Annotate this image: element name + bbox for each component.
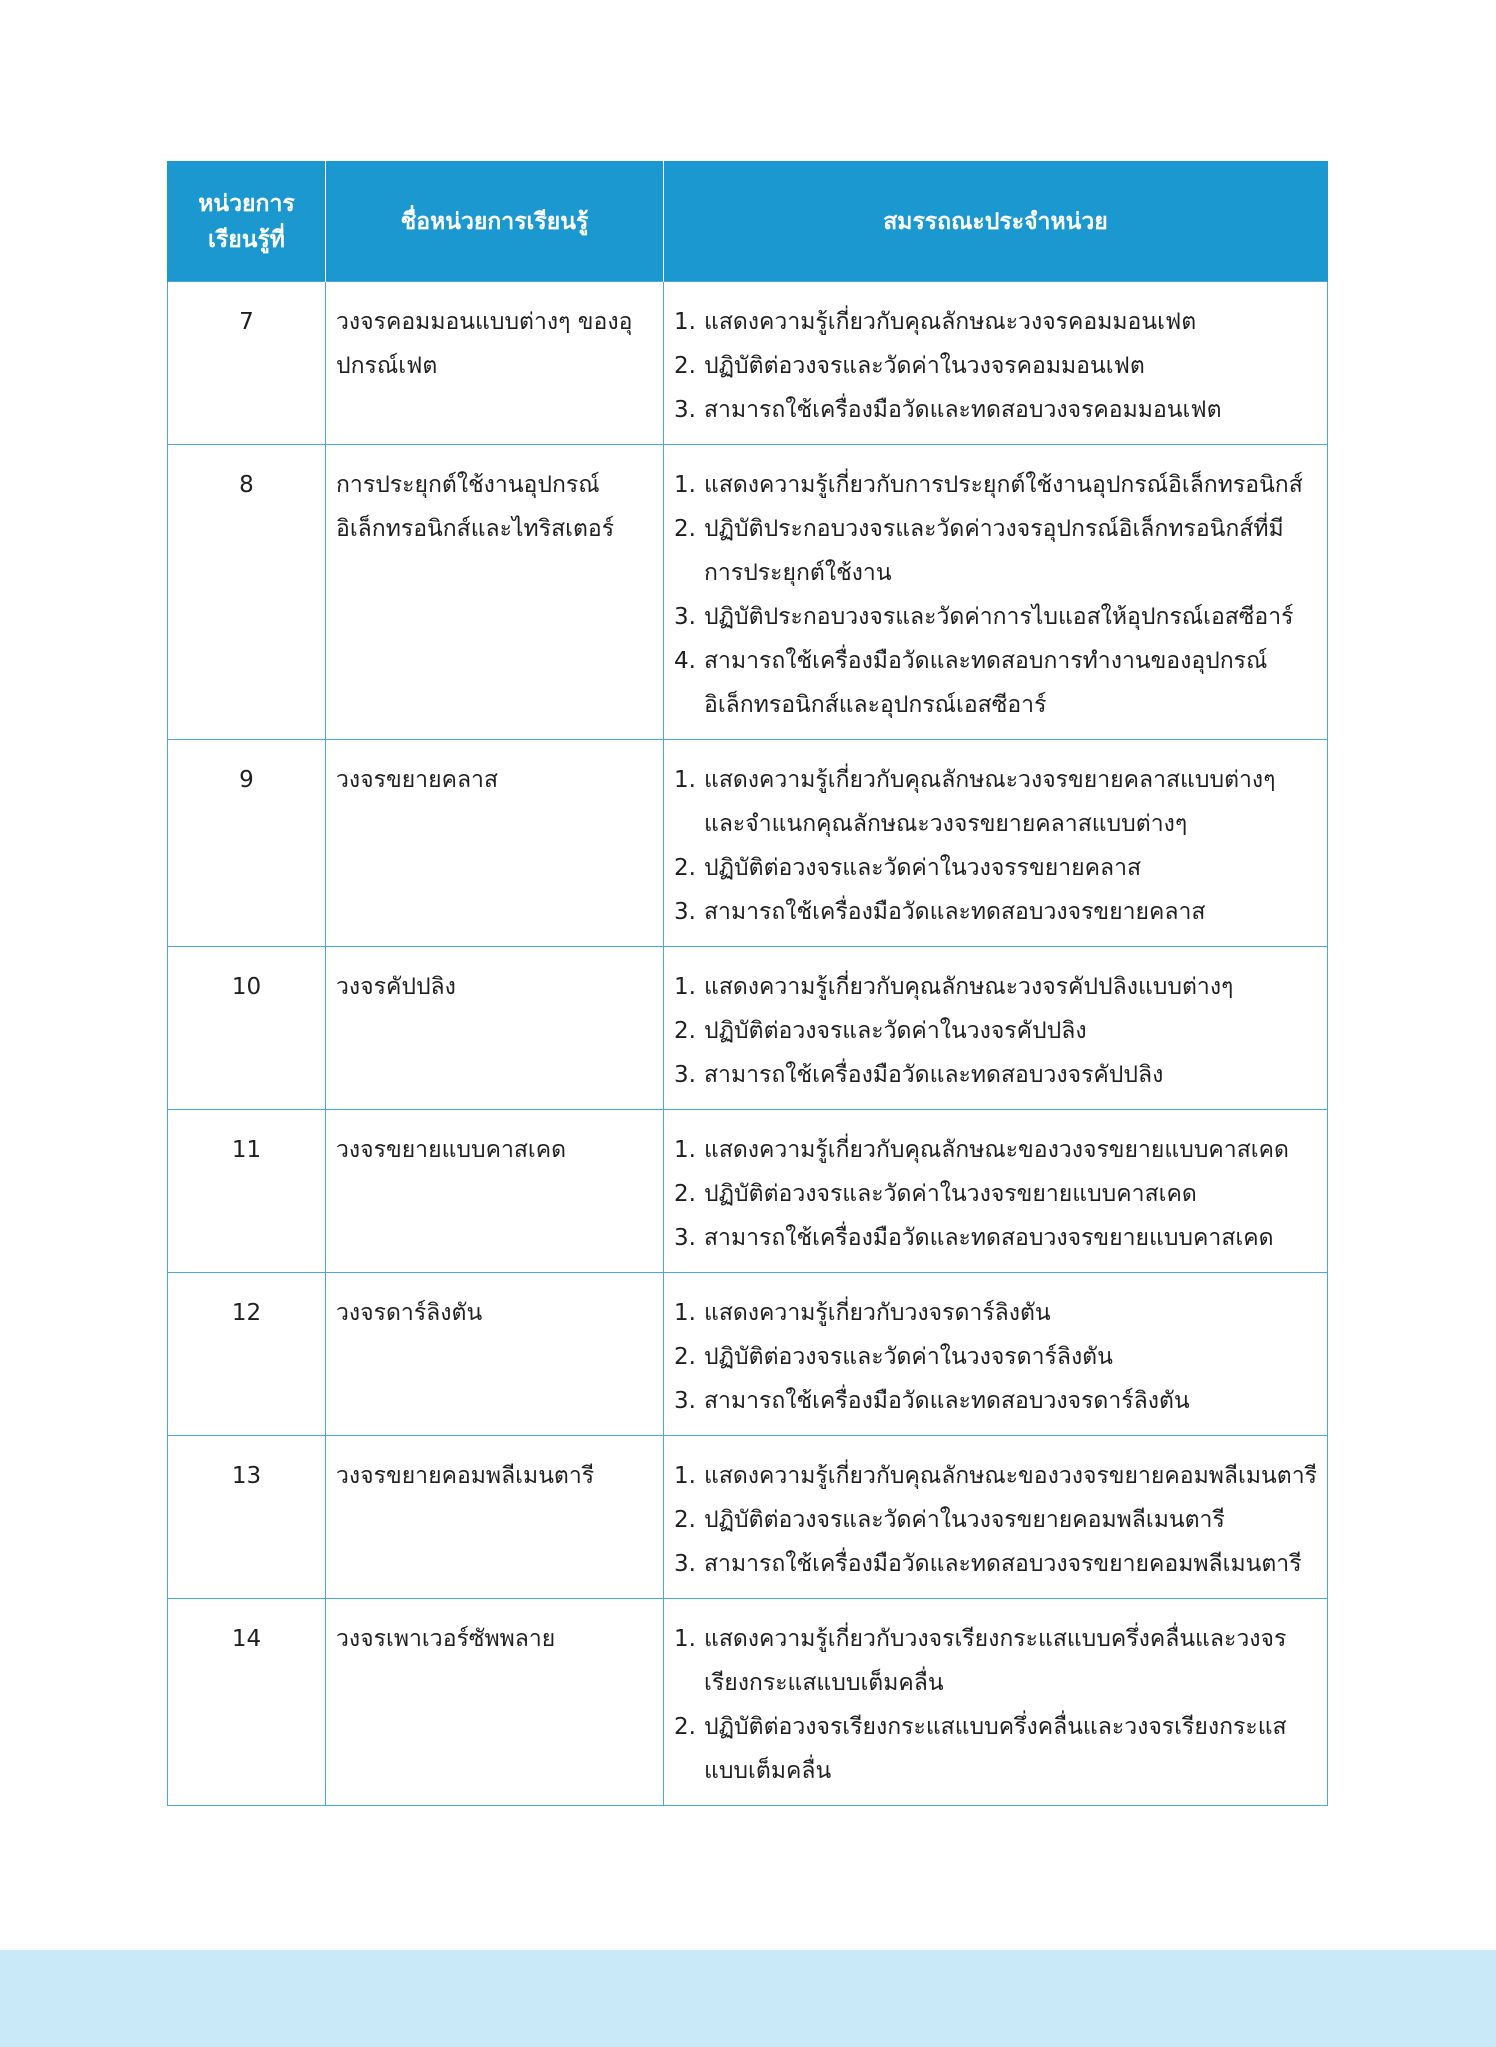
unit-name: วงจรคัปปลิง (326, 947, 664, 1110)
competency-index: 2. (674, 1714, 696, 1740)
competency-text: แสดงความรู้เกี่ยวกับคุณลักษณะวงจรขยายคลาสแบบต่างๆ และจำแนกคุณลักษณะวงจรขยายคลาสแบบต่างๆ (704, 767, 1276, 837)
competency-item (674, 1291, 1317, 1335)
competency-index: 1. (674, 1300, 696, 1326)
competency-index: 3. (674, 899, 696, 925)
competency-item (674, 1009, 1317, 1053)
unit-number: 7 (168, 282, 326, 445)
unit-name: วงจรดาร์ลิงตัน (326, 1273, 664, 1436)
unit-name: การประยุกต์ใช้งานอุปกรณ์อิเล็กทรอนิกส์และไทริสเตอร์ (326, 445, 664, 740)
competency-index: 2. (674, 1344, 696, 1370)
competency-item (674, 1379, 1317, 1423)
table-row (168, 1599, 1328, 1806)
competency-index: 3. (674, 1388, 696, 1414)
competency-item (674, 1542, 1317, 1586)
competency-item (674, 1498, 1317, 1542)
competency-item (674, 1053, 1317, 1097)
competency-list (674, 300, 1317, 432)
unit-name: วงจรขยายคลาส (326, 740, 664, 947)
competency-list (674, 965, 1317, 1097)
header-unit-name: ชื่อหน่วยการเรียนรู้ (326, 162, 664, 282)
competency-text: สามารถใช้เครื่องมือวัดและทดสอบวงจรดาร์ลิงตัน (704, 1388, 1190, 1414)
competency-text: แสดงความรู้เกี่ยวกับคุณลักษณะวงจรคัปปลิงแบบต่างๆ (704, 974, 1234, 1000)
competency-index: 1. (674, 309, 696, 335)
competency-index: 3. (674, 1062, 696, 1088)
competency-item (674, 1617, 1317, 1705)
competency-index: 3. (674, 1225, 696, 1251)
competency-item (674, 595, 1317, 639)
competency-item (674, 890, 1317, 934)
competency-text: ปฏิบัติต่อวงจรและวัดค่าในวงจรขยายคอมพลีเมนตารี (704, 1507, 1225, 1533)
unit-number: 8 (168, 445, 326, 740)
competency-text: ปฏิบัติต่อวงจรและวัดค่าในวงจรดาร์ลิงตัน (704, 1344, 1113, 1370)
competency-item (674, 846, 1317, 890)
unit-competencies (664, 1110, 1328, 1273)
unit-number: 13 (168, 1436, 326, 1599)
unit-competencies (664, 947, 1328, 1110)
competency-text: แสดงความรู้เกี่ยวกับวงจรเรียงกระแสแบบครึ่งคลื่นและวงจรเรียงกระแสแบบเต็มคลื่น (704, 1626, 1287, 1696)
competency-text: สามารถใช้เครื่องมือวัดและทดสอบวงจรคอมมอนเฟต (704, 397, 1222, 423)
competency-text: แสดงความรู้เกี่ยวกับการประยุกต์ใช้งานอุปกรณ์อิเล็กทรอนิกส์ (704, 472, 1303, 498)
competency-index: 1. (674, 974, 696, 1000)
competency-item (674, 507, 1317, 595)
competency-item (674, 1705, 1317, 1793)
competency-list (674, 758, 1317, 934)
competency-text: แสดงความรู้เกี่ยวกับคุณลักษณะของวงจรขยายคอมพลีเมนตารี (704, 1463, 1317, 1489)
unit-competencies (664, 740, 1328, 947)
competency-text: สามารถใช้เครื่องมือวัดและทดสอบวงจรคัปปลิง (704, 1062, 1164, 1088)
unit-number: 12 (168, 1273, 326, 1436)
competency-text: ปฏิบัติต่อวงจรเรียงกระแสแบบครึ่งคลื่นและวงจรเรียงกระแสแบบเต็มคลื่น (704, 1714, 1287, 1784)
competency-item (674, 463, 1317, 507)
competency-index: 1. (674, 1626, 696, 1652)
unit-name: วงจรคอมมอนแบบต่างๆ ของอุปกรณ์เฟต (326, 282, 664, 445)
unit-competencies (664, 282, 1328, 445)
competency-list (674, 1291, 1317, 1423)
competency-text: สามารถใช้เครื่องมือวัดและทดสอบวงจรขยายคลาส (704, 899, 1206, 925)
unit-name: วงจรขยายแบบคาสเคด (326, 1110, 664, 1273)
competency-text: สามารถใช้เครื่องมือวัดและทดสอบการทำงานของอุปกรณ์อิเล็กทรอนิกส์และอุปกรณ์เอสซีอาร์ (704, 648, 1268, 718)
competency-list (674, 1128, 1317, 1260)
competency-index: 1. (674, 472, 696, 498)
competency-text: แสดงความรู้เกี่ยวกับคุณลักษณะวงจรคอมมอนเฟต (704, 309, 1197, 335)
competency-text: ปฏิบัติต่อวงจรและวัดค่าในวงจรขยายแบบคาสเคด (704, 1181, 1197, 1207)
competency-text: ปฏิบัติประกอบวงจรและวัดค่าวงจรอุปกรณ์อิเล็กทรอนิกส์ที่มีการประยุกต์ใช้งาน (704, 516, 1284, 586)
unit-number: 10 (168, 947, 326, 1110)
competency-text: ปฏิบัติต่อวงจรและวัดค่าในวงจรคอมมอนเฟต (704, 353, 1145, 379)
competency-text: แสดงความรู้เกี่ยวกับคุณลักษณะของวงจรขยายแบบคาสเคด (704, 1137, 1289, 1163)
competency-index: 1. (674, 767, 696, 793)
competency-list (674, 463, 1317, 727)
table-row (168, 1436, 1328, 1599)
competency-index: 1. (674, 1463, 696, 1489)
unit-competencies (664, 1273, 1328, 1436)
competency-item (674, 344, 1317, 388)
competency-index: 3. (674, 604, 696, 630)
competency-item (674, 1172, 1317, 1216)
table-row (168, 1110, 1328, 1273)
table-header-row (168, 162, 1328, 282)
page-content (167, 161, 1327, 1806)
competency-text: สามารถใช้เครื่องมือวัดและทดสอบวงจรขยายแบบคาสเคด (704, 1225, 1274, 1251)
competency-item (674, 965, 1317, 1009)
competency-list (674, 1454, 1317, 1586)
table-row (168, 1273, 1328, 1436)
competency-index: 2. (674, 353, 696, 379)
competency-index: 4. (674, 648, 696, 674)
unit-competencies (664, 445, 1328, 740)
competency-item (674, 758, 1317, 846)
competency-item (674, 1335, 1317, 1379)
competency-item (674, 639, 1317, 727)
learning-units-table (167, 161, 1328, 1806)
competency-index: 2. (674, 1507, 696, 1533)
table-row (168, 740, 1328, 947)
unit-competencies (664, 1599, 1328, 1806)
competency-item (674, 1454, 1317, 1498)
competency-item (674, 388, 1317, 432)
header-competency: สมรรถณะประจำหน่วย (664, 162, 1328, 282)
competency-list (674, 1617, 1317, 1793)
competency-index: 2. (674, 855, 696, 881)
unit-name: วงจรขยายคอมพลีเมนตารี (326, 1436, 664, 1599)
table-body (168, 282, 1328, 1806)
competency-index: 2. (674, 516, 696, 542)
table-row (168, 947, 1328, 1110)
competency-index: 1. (674, 1137, 696, 1163)
unit-number: 11 (168, 1110, 326, 1273)
competency-text: สามารถใช้เครื่องมือวัดและทดสอบวงจรขยายคอมพลีเมนตารี (704, 1551, 1302, 1577)
competency-index: 3. (674, 1551, 696, 1577)
competency-text: ปฏิบัติประกอบวงจรและวัดค่าการไบแอสให้อุปกรณ์เอสซีอาร์ (704, 604, 1294, 630)
unit-name: วงจรเพาเวอร์ซัพพลาย (326, 1599, 664, 1806)
unit-number: 14 (168, 1599, 326, 1806)
competency-index: 2. (674, 1181, 696, 1207)
competency-text: ปฏิบัติต่อวงจรและวัดค่าในวงจรรขยายคลาส (704, 855, 1142, 881)
unit-number: 9 (168, 740, 326, 947)
footer-band (0, 1950, 1496, 2047)
unit-competencies (664, 1436, 1328, 1599)
header-unit-number: หน่วยการเรียนรู้ที่ (168, 162, 326, 282)
competency-text: ปฏิบัติต่อวงจรและวัดค่าในวงจรคัปปลิง (704, 1018, 1087, 1044)
competency-text: แสดงความรู้เกี่ยวกับวงจรดาร์ลิงตัน (704, 1300, 1051, 1326)
competency-item (674, 300, 1317, 344)
competency-index: 2. (674, 1018, 696, 1044)
competency-item (674, 1216, 1317, 1260)
competency-item (674, 1128, 1317, 1172)
table-row (168, 445, 1328, 740)
competency-index: 3. (674, 397, 696, 423)
table-row (168, 282, 1328, 445)
